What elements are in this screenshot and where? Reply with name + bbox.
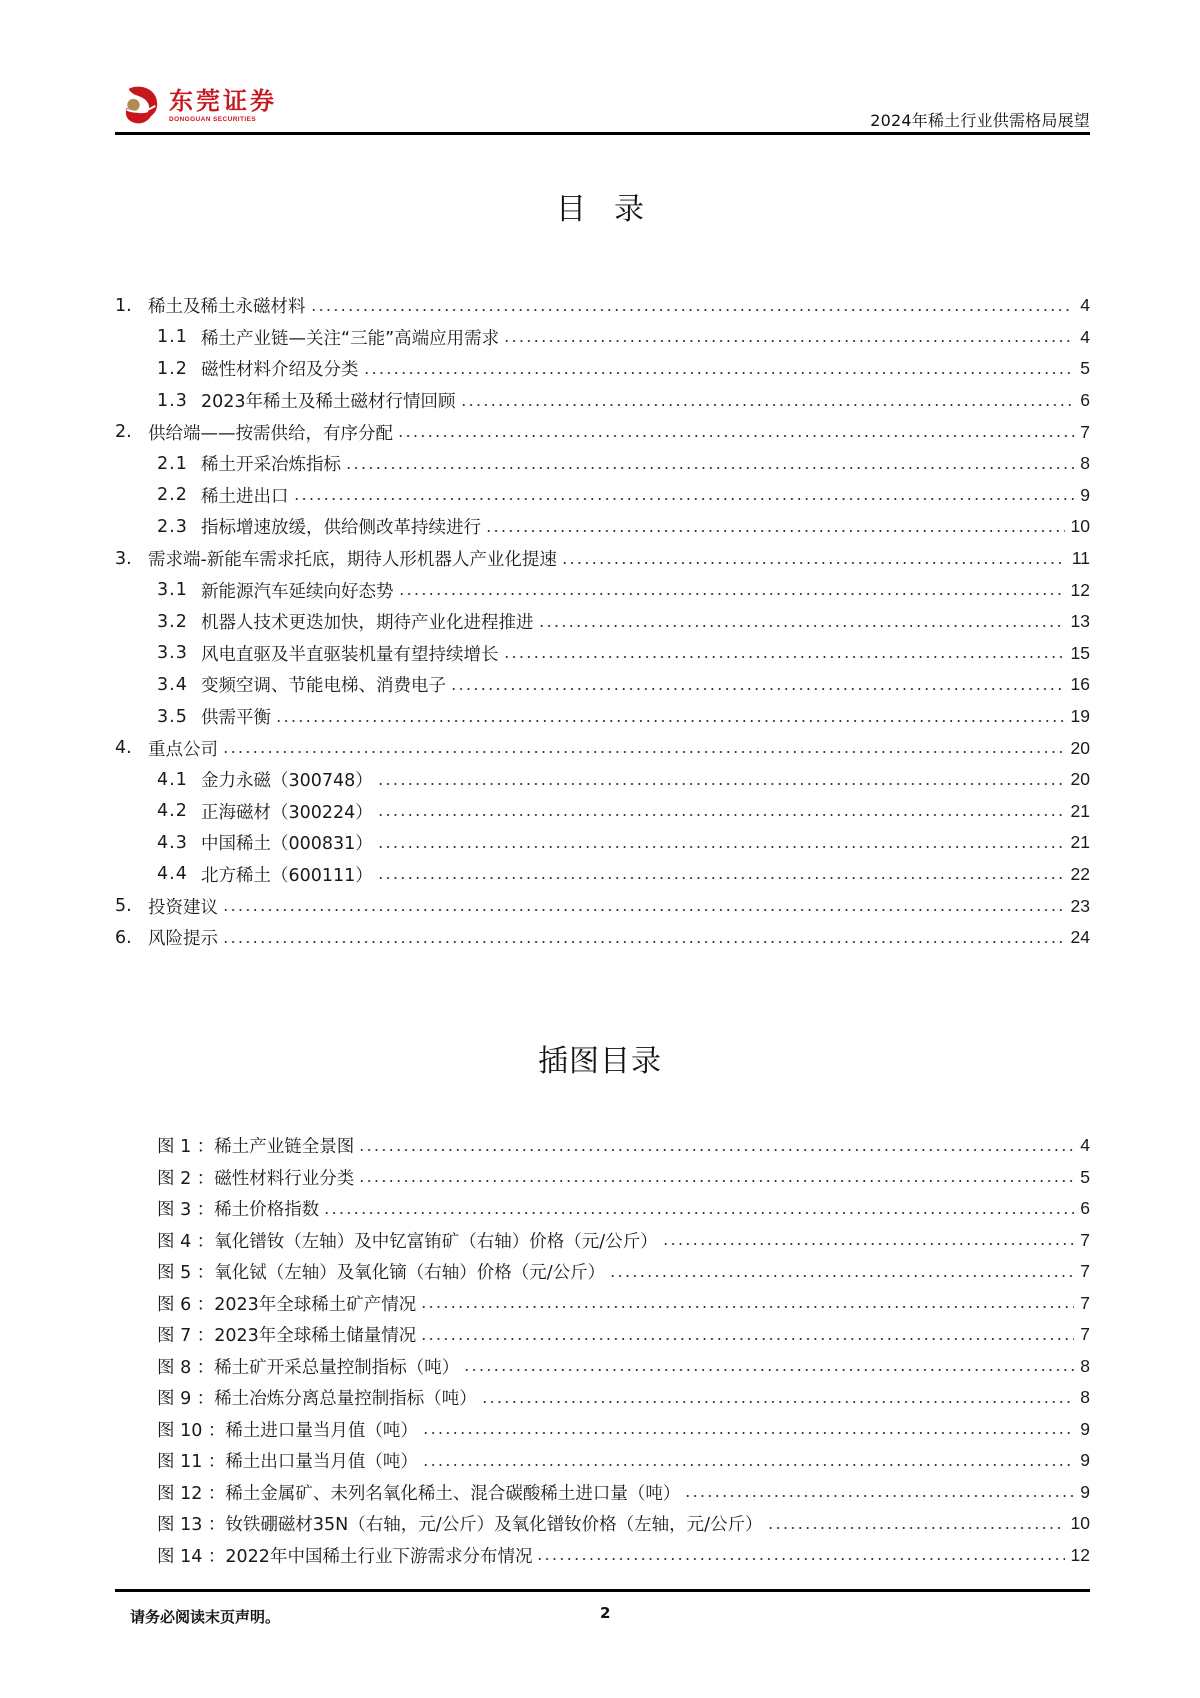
toc-entry[interactable] bbox=[115, 353, 1090, 385]
figure-entry-page[interactable]: 9 bbox=[1080, 1450, 1090, 1471]
dot-leader bbox=[222, 751, 1065, 753]
figure-entry[interactable] bbox=[115, 1130, 1090, 1162]
figure-entry-label: 图 14 ： bbox=[157, 1546, 226, 1567]
figure-entry-page[interactable]: 12 bbox=[1070, 1544, 1090, 1565]
toc-entry-page[interactable]: 7 bbox=[1080, 421, 1090, 442]
toc-entry-title[interactable]: 需求端-新能车需求托底，期待人形机器人产业化提速 bbox=[148, 550, 557, 571]
figure-entry-title[interactable]: 稀土矿开采总量控制指标（吨） bbox=[214, 1357, 460, 1378]
toc-entry[interactable] bbox=[115, 701, 1090, 733]
dot-leader bbox=[422, 1464, 1074, 1466]
toc-entry-title[interactable]: 金力永磁（300748） bbox=[201, 771, 373, 792]
toc-entry[interactable] bbox=[115, 606, 1090, 638]
figure-entry-page[interactable]: 9 bbox=[1080, 1418, 1090, 1439]
figure-entry[interactable] bbox=[115, 1445, 1090, 1477]
figure-entry-label: 图 5 ： bbox=[157, 1263, 215, 1284]
dot-leader bbox=[536, 1558, 1064, 1560]
figure-entry-title[interactable]: 稀土金属矿、未列名氧化稀土、混合碳酸稀土进口量（吨） bbox=[225, 1483, 681, 1504]
figure-entry-title[interactable]: 2023年全球稀土矿产情况 bbox=[214, 1294, 417, 1315]
toc-entry-title[interactable]: 正海磁材（300224） bbox=[201, 802, 373, 823]
brand-name-cn: 东莞证券 bbox=[169, 85, 277, 115]
dot-leader bbox=[397, 435, 1074, 437]
toc-entry[interactable] bbox=[115, 322, 1090, 354]
figure-entry-label: 图 10 ： bbox=[157, 1420, 226, 1441]
figure-entry-label: 图 12 ： bbox=[157, 1483, 226, 1504]
figure-entry-label: 图 2 ： bbox=[157, 1168, 215, 1189]
toc-entry[interactable] bbox=[115, 416, 1090, 448]
toc-entry-number: 4. bbox=[115, 738, 132, 759]
dot-leader bbox=[538, 625, 1065, 627]
toc-entry[interactable] bbox=[115, 290, 1090, 322]
toc-entry-number: 2. bbox=[115, 422, 132, 443]
brand-name-en: DONGGUAN SECURITIES bbox=[169, 115, 257, 123]
dot-leader bbox=[767, 1527, 1065, 1529]
toc-entry[interactable] bbox=[115, 638, 1090, 670]
figure-entry-title[interactable]: 2022年中国稀土行业下游需求分布情况 bbox=[225, 1546, 533, 1567]
dot-leader bbox=[310, 309, 1075, 311]
toc-entry[interactable] bbox=[115, 796, 1090, 828]
toc-entry-number: 4.2 bbox=[157, 801, 188, 822]
toc-entry-page[interactable]: 23 bbox=[1070, 895, 1090, 916]
figure-entry[interactable] bbox=[115, 1225, 1090, 1257]
figure-entry-label: 图 11 ： bbox=[157, 1452, 226, 1473]
toc-entry[interactable] bbox=[115, 574, 1090, 606]
toc-entry-number: 3.2 bbox=[157, 611, 188, 632]
toc-entry-title[interactable]: 稀土产业链—关注“三能”高端应用需求 bbox=[201, 328, 500, 349]
dot-leader bbox=[561, 562, 1066, 564]
figure-entry-label: 图 4 ： bbox=[157, 1231, 215, 1252]
toc-entry-number: 4.3 bbox=[157, 832, 188, 853]
toc-entry-title[interactable]: 指标增速放缓，供给侧改革持续进行 bbox=[201, 518, 481, 539]
dot-leader bbox=[420, 1338, 1074, 1340]
figure-index bbox=[115, 1130, 1090, 1571]
toc-entry-number: 3.1 bbox=[157, 580, 188, 601]
toc-entry-page[interactable]: 21 bbox=[1070, 832, 1090, 853]
dot-leader bbox=[358, 1180, 1074, 1182]
toc-entry-number: 3.4 bbox=[157, 674, 188, 695]
figure-entry-page[interactable]: 8 bbox=[1080, 1387, 1090, 1408]
dot-leader bbox=[460, 404, 1074, 406]
figure-entry-page[interactable]: 7 bbox=[1080, 1229, 1090, 1250]
brand-logo bbox=[123, 82, 303, 128]
dot-leader bbox=[377, 877, 1065, 879]
toc-entry-title[interactable]: 投资建议 bbox=[148, 897, 218, 918]
toc-entry-title[interactable]: 稀土进出口 bbox=[201, 486, 289, 507]
figure-entry-title[interactable]: 磁性材料行业分类 bbox=[214, 1168, 355, 1189]
figure-entry-title[interactable]: 稀土出口量当月值（吨） bbox=[225, 1452, 418, 1473]
toc-entry-page[interactable]: 13 bbox=[1070, 611, 1090, 632]
toc-entry-title[interactable]: 稀土及稀土永磁材料 bbox=[148, 297, 306, 318]
toc-entry[interactable] bbox=[115, 448, 1090, 480]
dot-leader bbox=[503, 656, 1065, 658]
table-of-contents bbox=[115, 290, 1090, 953]
toc-entry-title[interactable]: 机器人技术更迭加快，期待产业化进程推进 bbox=[201, 613, 534, 634]
toc-entry-page[interactable]: 9 bbox=[1080, 484, 1090, 505]
figure-entry-page[interactable]: 7 bbox=[1080, 1324, 1090, 1345]
figure-entry[interactable] bbox=[115, 1414, 1090, 1446]
toc-entry-number: 3. bbox=[115, 548, 132, 569]
figure-entry[interactable] bbox=[115, 1256, 1090, 1288]
toc-heading: 目录 bbox=[556, 192, 672, 227]
toc-entry-title[interactable]: 供给端——按需供给，有序分配 bbox=[148, 423, 393, 444]
toc-entry-title[interactable]: 稀土开采冶炼指标 bbox=[201, 455, 341, 476]
header-divider bbox=[115, 132, 1090, 135]
toc-entry-title[interactable]: 变频空调、节能电梯、消费电子 bbox=[201, 676, 446, 697]
dot-leader bbox=[358, 1149, 1074, 1151]
toc-entry-title[interactable]: 2023年稀土及稀土磁材行情回顾 bbox=[201, 392, 456, 413]
figure-entry-label: 图 13 ： bbox=[157, 1515, 226, 1536]
toc-entry-page[interactable]: 11 bbox=[1071, 548, 1090, 569]
toc-entry[interactable] bbox=[115, 859, 1090, 891]
figure-entry-title[interactable]: 稀土冶炼分离总量控制指标（吨） bbox=[214, 1389, 477, 1410]
dot-leader bbox=[293, 498, 1075, 500]
dot-leader bbox=[377, 814, 1065, 816]
dot-leader bbox=[275, 720, 1065, 722]
toc-entry-page[interactable]: 20 bbox=[1070, 737, 1090, 758]
toc-entry-number: 2.2 bbox=[157, 485, 188, 506]
dot-leader bbox=[363, 372, 1075, 374]
toc-entry-page[interactable]: 8 bbox=[1080, 453, 1090, 474]
figure-entry[interactable] bbox=[115, 1288, 1090, 1320]
footer-divider bbox=[115, 1589, 1090, 1592]
toc-entry[interactable] bbox=[115, 732, 1090, 764]
toc-entry[interactable] bbox=[115, 827, 1090, 859]
figure-index-heading: 插图目录 bbox=[538, 1044, 662, 1079]
toc-entry-page[interactable]: 21 bbox=[1070, 800, 1090, 821]
figure-entry-page[interactable]: 4 bbox=[1080, 1135, 1090, 1156]
toc-entry-number: 1. bbox=[115, 295, 132, 316]
toc-entry-number: 4.1 bbox=[157, 769, 188, 790]
toc-entry-page[interactable]: 15 bbox=[1070, 642, 1090, 663]
toc-entry-number: 3.5 bbox=[157, 706, 188, 727]
dot-leader bbox=[222, 941, 1065, 943]
figure-entry[interactable] bbox=[115, 1162, 1090, 1194]
figure-entry-page[interactable]: 5 bbox=[1080, 1166, 1090, 1187]
dot-leader bbox=[662, 1243, 1074, 1245]
toc-entry[interactable] bbox=[115, 922, 1090, 954]
toc-entry-number: 2.1 bbox=[157, 453, 188, 474]
dot-leader bbox=[481, 1401, 1074, 1403]
toc-entry-page[interactable]: 4 bbox=[1080, 326, 1090, 347]
toc-entry-number: 4.4 bbox=[157, 864, 188, 885]
toc-entry-number: 6. bbox=[115, 927, 132, 948]
figure-entry-title[interactable]: 氧化铽（左轴）及氧化镝（右轴）价格（元/公斤） bbox=[214, 1263, 606, 1284]
toc-entry-title[interactable]: 磁性材料介绍及分类 bbox=[201, 360, 359, 381]
figure-entry-title[interactable]: 稀土进口量当月值（吨） bbox=[225, 1420, 418, 1441]
figure-entry-page[interactable]: 7 bbox=[1080, 1261, 1090, 1282]
dot-leader bbox=[420, 1306, 1074, 1308]
toc-entry-page[interactable]: 24 bbox=[1070, 927, 1090, 948]
toc-entry-number: 1.3 bbox=[157, 390, 188, 411]
figure-entry[interactable] bbox=[115, 1351, 1090, 1383]
toc-entry[interactable] bbox=[115, 385, 1090, 417]
dot-leader bbox=[377, 783, 1065, 785]
figure-entry-page[interactable]: 8 bbox=[1080, 1355, 1090, 1376]
figure-entry-label: 图 6 ： bbox=[157, 1294, 215, 1315]
dot-leader bbox=[485, 530, 1065, 532]
figure-entry-label: 图 9 ： bbox=[157, 1389, 215, 1410]
dongguan-securities-logo-icon bbox=[123, 85, 161, 125]
figure-entry[interactable] bbox=[115, 1508, 1090, 1540]
toc-entry-title[interactable]: 风险提示 bbox=[148, 929, 218, 950]
dot-leader bbox=[503, 340, 1074, 342]
toc-entry-page[interactable]: 4 bbox=[1080, 295, 1090, 316]
dot-leader bbox=[609, 1275, 1074, 1277]
dot-leader bbox=[377, 846, 1065, 848]
toc-entry-page[interactable]: 22 bbox=[1070, 863, 1090, 884]
dot-leader bbox=[398, 593, 1065, 595]
toc-entry-number: 2.3 bbox=[157, 516, 188, 537]
toc-entry-page[interactable]: 16 bbox=[1070, 674, 1090, 695]
toc-entry-title[interactable]: 中国稀土（000831） bbox=[201, 834, 373, 855]
figure-entry-title[interactable]: 稀土价格指数 bbox=[214, 1200, 320, 1221]
figure-entry-label: 图 3 ： bbox=[157, 1200, 215, 1221]
toc-entry[interactable] bbox=[115, 511, 1090, 543]
toc-entry-page[interactable]: 5 bbox=[1080, 358, 1090, 379]
figure-entry[interactable] bbox=[115, 1477, 1090, 1509]
toc-entry-title[interactable]: 供需平衡 bbox=[201, 708, 271, 729]
figure-entry[interactable] bbox=[115, 1319, 1090, 1351]
figure-entry-label: 图 7 ： bbox=[157, 1326, 215, 1347]
page-number: 2 bbox=[600, 1604, 611, 1622]
figure-entry-page[interactable]: 9 bbox=[1080, 1481, 1090, 1502]
dot-leader bbox=[345, 467, 1074, 469]
toc-entry[interactable] bbox=[115, 480, 1090, 512]
figure-entry-label: 图 8 ： bbox=[157, 1357, 215, 1378]
dot-leader bbox=[684, 1495, 1074, 1497]
toc-entry-page[interactable]: 6 bbox=[1080, 390, 1090, 411]
dot-leader bbox=[422, 1432, 1074, 1434]
figure-entry-label: 图 1 ： bbox=[157, 1137, 215, 1158]
dot-leader bbox=[463, 1369, 1074, 1371]
figure-entry[interactable] bbox=[115, 1382, 1090, 1414]
figure-entry-page[interactable]: 10 bbox=[1070, 1513, 1090, 1534]
figure-entry-title[interactable]: 稀土产业链全景图 bbox=[214, 1137, 355, 1158]
figure-entry[interactable] bbox=[115, 1540, 1090, 1572]
dot-leader bbox=[323, 1212, 1074, 1214]
toc-entry[interactable] bbox=[115, 890, 1090, 922]
report-title: 2024年稀土行业供需格局展望 bbox=[870, 111, 1090, 130]
toc-entry-page[interactable]: 20 bbox=[1070, 769, 1090, 790]
figure-entry-page[interactable]: 6 bbox=[1080, 1198, 1090, 1219]
toc-entry-number: 1.1 bbox=[157, 327, 188, 348]
figure-entry-title[interactable]: 2023年全球稀土储量情况 bbox=[214, 1326, 417, 1347]
toc-entry-number: 3.3 bbox=[157, 643, 188, 664]
toc-entry-title[interactable]: 新能源汽车延续向好态势 bbox=[201, 581, 394, 602]
toc-entry-number: 1.2 bbox=[157, 358, 188, 379]
figure-entry-page[interactable]: 7 bbox=[1080, 1292, 1090, 1313]
disclaimer-note: 请务必阅读末页声明。 bbox=[130, 1608, 281, 1626]
toc-entry-page[interactable]: 12 bbox=[1070, 579, 1090, 600]
toc-entry-number: 5. bbox=[115, 896, 132, 917]
toc-entry-page[interactable]: 19 bbox=[1070, 706, 1090, 727]
toc-entry-title[interactable]: 风电直驱及半直驱装机量有望持续增长 bbox=[201, 644, 499, 665]
toc-entry[interactable] bbox=[115, 764, 1090, 796]
figure-entry[interactable] bbox=[115, 1193, 1090, 1225]
page-header bbox=[115, 78, 1090, 136]
figure-entry-title[interactable]: 钕铁硼磁材35N（右轴，元/公斤）及氧化镨钕价格（左轴，元/公斤） bbox=[225, 1515, 763, 1536]
toc-entry[interactable] bbox=[115, 543, 1090, 575]
toc-entry-title[interactable]: 重点公司 bbox=[148, 739, 218, 760]
figure-entry-title[interactable]: 氧化镨钕（左轴）及中钇富铕矿（右轴）价格（元/公斤） bbox=[214, 1231, 658, 1252]
toc-entry[interactable] bbox=[115, 669, 1090, 701]
dot-leader bbox=[450, 688, 1065, 690]
toc-entry-page[interactable]: 10 bbox=[1070, 516, 1090, 537]
toc-entry-title[interactable]: 北方稀土（600111） bbox=[201, 865, 373, 886]
dot-leader bbox=[222, 909, 1065, 911]
